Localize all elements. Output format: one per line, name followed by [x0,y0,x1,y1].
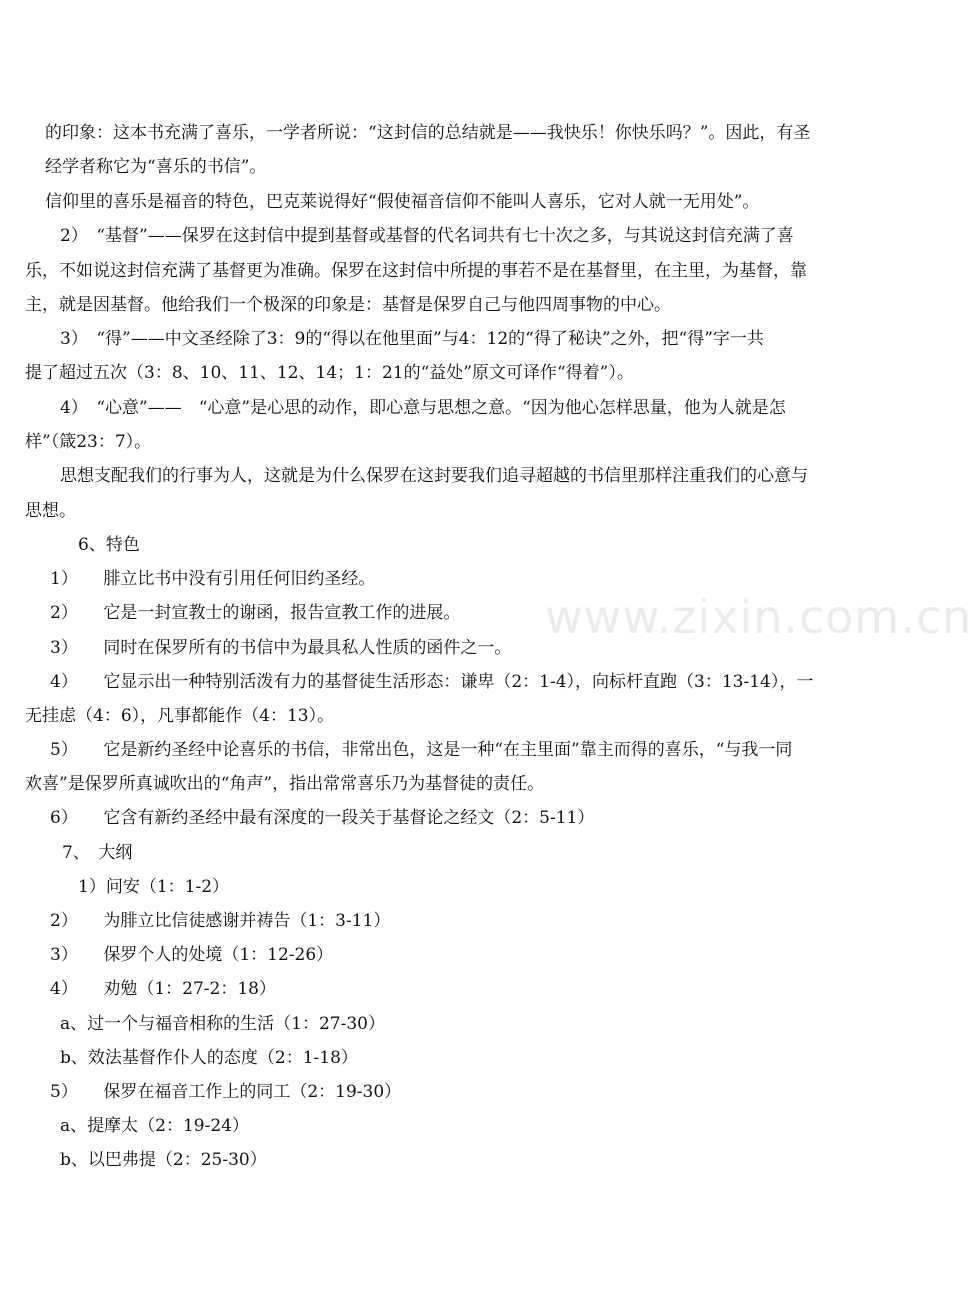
list-item: 5） 它是新约圣经中论喜乐的书信，非常出色，这是一种“在主里面”靠主而得的喜乐，“与我一同 [50,740,793,760]
list-item-continuation: 无挂虑（4：6），凡事都能作（4：13）。 [25,706,335,726]
outline-item: 2） 为腓立比信徒感谢并祷告（1：3-11） [50,911,391,931]
outline-subitem: a、提摩太（2：19-24） [60,1116,249,1136]
watermark: www.zixin.com.cn [545,590,972,644]
outline-item: 1）问安（1：1-2） [78,877,230,897]
section-heading: 6、特色 [78,535,140,555]
outline-subitem: b、效法基督作仆人的态度（2：1-18） [60,1048,358,1068]
outline-subitem: b、以巴弗提（2：25-30） [60,1150,267,1170]
section-heading: 7、 大纲 [62,843,133,863]
list-item: 6） 它含有新约圣经中最有深度的一段关于基督论之经文（2：5-11） [50,808,595,828]
list-item: 2） 它是一封宣教士的谢函，报告宣教工作的进展。 [50,603,461,623]
text-line: 信仰里的喜乐是福音的特色，巴克莱说得好“假使福音信仰不能叫人喜乐，它对人就一无用处”。 [45,192,760,212]
text-line: 的印象：这本书充满了喜乐，一学者所说：“这封信的总结就是——我快乐！你快乐吗？”。因此，有圣 [45,123,811,143]
outline-item: 3） 保罗个人的处境（1：12-26） [50,945,334,965]
text-line: 4） “心意”—— “心意”是心思的动作，即心意与思想之意。“因为他心怎样思量，他为人就是怎 [60,398,786,418]
outline-subitem: a、过一个与福音相称的生活（1：27-30） [60,1014,385,1034]
list-item: 1） 腓立比书中没有引用任何旧约圣经。 [50,569,376,589]
text-line: 乐，不如说这封信充满了基督更为准确。保罗在这封信中所提的事若不是在基督里，在主里，为基督，靠 [25,261,807,281]
text-line: 提了超过五次（3：8、10、11、12、14；1：21的“益处”原文可译作“得着”）。 [25,363,634,383]
outline-item: 5） 保罗在福音工作上的同工（2：19-30） [50,1082,402,1102]
list-item: 3） 同时在保罗所有的书信中为最具私人性质的函件之一。 [50,638,512,658]
list-item-continuation: 欢喜”是保罗所真诚吹出的“角声”，指出常常喜乐乃为基督徒的责任。 [25,774,545,794]
text-line: 经学者称它为“喜乐的书信”。 [45,157,267,177]
text-line: 思想。 [25,501,76,521]
list-item: 4） 它显示出一种特别活泼有力的基督徒生活形态：谦卑（2：1-4），向标杆直跑（3：13-14），一 [50,672,814,692]
text-line: 样”（箴23：7）。 [25,432,152,452]
text-line: 主，就是因基督。他给我们一个极深的印象是：基督是保罗自己与他四周事物的中心。 [25,295,671,315]
text-line: 2） “基督”——保罗在这封信中提到基督或基督的代名词共有七十次之多，与其说这封信充满了喜 [60,226,794,246]
text-line: 3） “得”——中文圣经除了3：9的“得以在他里面”与4：12的“得了秘诀”之外，把“得”字一共 [60,329,764,349]
outline-item: 4） 劝勉（1：27-2：18） [50,979,276,999]
text-line: 思想支配我们的行事为人，这就是为什么保罗在这封要我们追寻超越的书信里那样注重我们的心意与 [60,466,808,486]
